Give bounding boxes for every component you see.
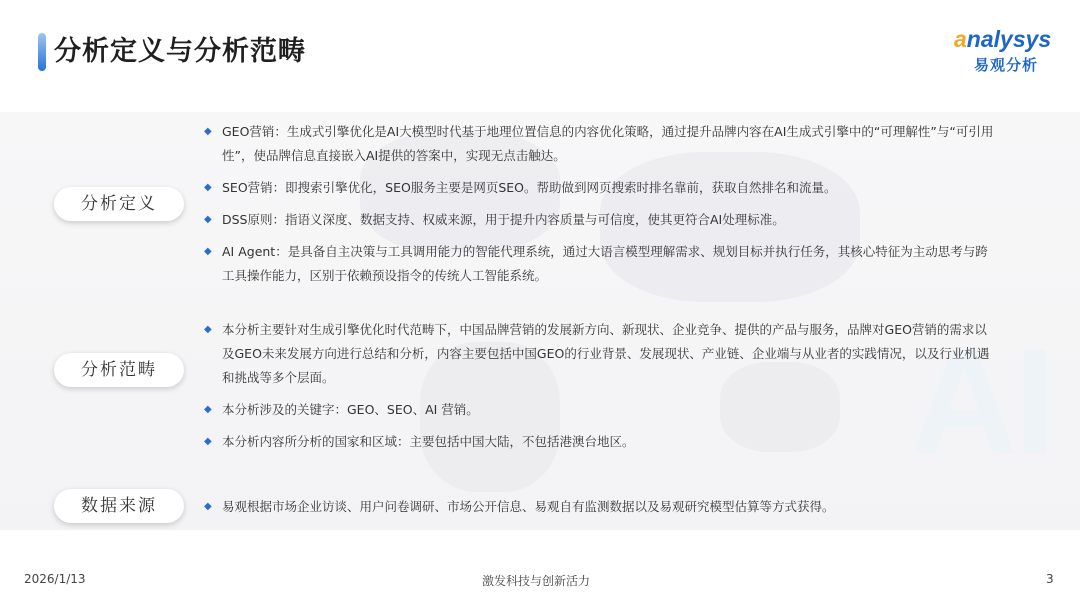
section-data-source [204,495,994,527]
diamond-bullet-icon: ◆ [204,182,212,193]
diamond-bullet-icon: ◆ [204,246,212,257]
section-label-data-source: 数据来源 [54,489,184,523]
list-item: ◆ 本分析主要针对生成引擎优化时代范畴下，中国品牌营销的发展新方向、新现状、企业竞争、提供的产品与服务，品牌对GEO营销的需求以及GEO未来发展方向进行总结和分析，内容主要包括中国GEO的行业背景、发展现状、产业链、企业端与从业者的实践情况，以及行业机遇和挑战等多个层面。 [204,322,990,385]
list-item: ◆ SEO营销：即搜索引擎优化，SEO服务主要是网页SEO。帮助做到网页搜索时排名靠前，获取自然排名和流量。 [204,180,837,195]
list-item: ◆ 易观根据市场企业访谈、用户问卷调研、市场公开信息、易观自有监测数据以及易观研究模型估算等方式获得。 [204,499,835,514]
title-accent-bar [38,33,46,71]
analysys-logo [954,26,1058,80]
diamond-bullet-icon: ◆ [204,404,212,415]
page-number: 3 [1046,572,1054,586]
footer-slogan: 激发科技与创新活力 [482,574,591,588]
logo-chinese-name: 易观分析 [974,56,1039,74]
section-label-scope: 分析范畴 [54,353,184,387]
page-title: 分析定义与分析范畴 [54,36,306,67]
list-item: ◆ GEO营销：生成式引擎优化是AI大模型时代基于地理位置信息的内容优化策略，通过提升品牌内容在AI生成式引擎中的“可理解性”与“可引用性”，使品牌信息直接嵌入AI提供的答案中，实现无点击触达。 [204,124,994,163]
diamond-bullet-icon: ◆ [204,501,212,512]
diamond-bullet-icon: ◆ [204,324,212,335]
diamond-bullet-icon: ◆ [204,214,212,225]
diamond-bullet-icon: ◆ [204,126,212,137]
list-item: ◆ 本分析内容所分析的国家和区域：主要包括中国大陆，不包括港澳台地区。 [204,434,635,449]
footer-date: 2026/1/13 [24,572,86,586]
list-item: ◆ AI Agent：是具备自主决策与工具调用能力的智能代理系统，通过大语言模型理解需求、规划目标并执行任务，其核心特征为主动思考与跨工具操作能力，区别于依赖预设指令的传统人工智能系统。 [204,244,988,283]
list-item: ◆ 本分析涉及的关键字：GEO、SEO、AI 营销。 [204,402,479,417]
ai-watermark: AI [910,317,1052,485]
section-label-definition: 分析定义 [54,187,184,221]
list-item: ◆ DSS原则：指语义深度、数据支持、权威来源，用于提升内容质量与可信度，使其更符合AI处理标准。 [204,212,785,227]
section-definition [204,120,994,296]
logo-wordmark: analysys [954,26,1052,52]
section-scope [204,318,994,462]
diamond-bullet-icon: ◆ [204,436,212,447]
